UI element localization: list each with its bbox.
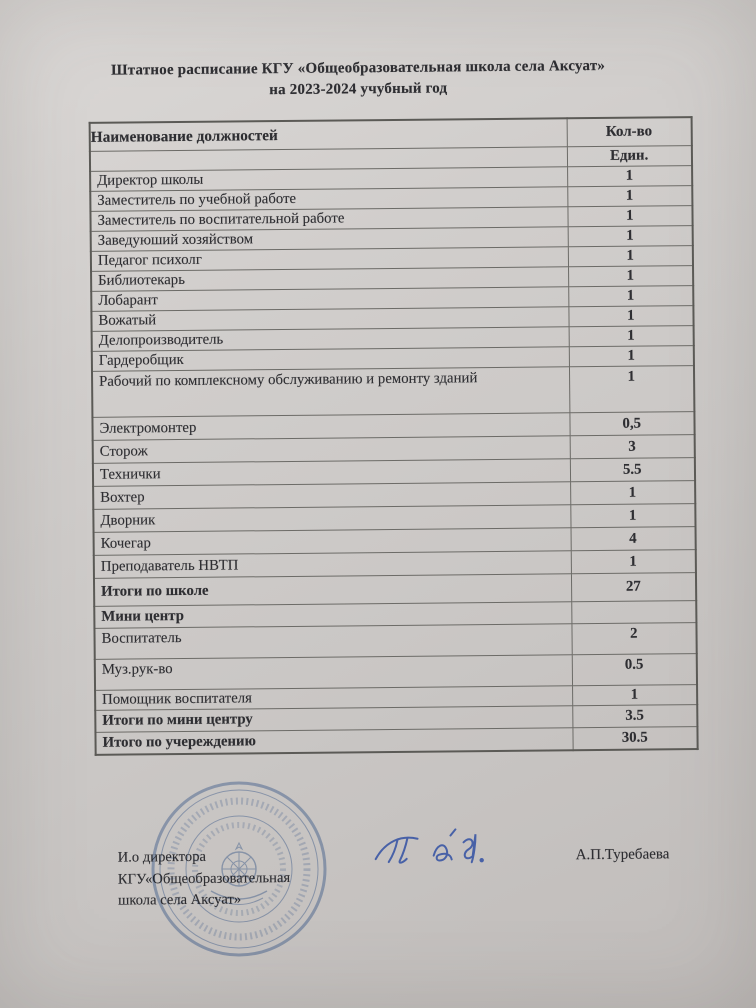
- position-qty-cell: 1: [568, 286, 693, 307]
- signature-icon: [371, 822, 502, 883]
- position-qty-cell: 1: [567, 206, 692, 227]
- document-title: [88, 56, 628, 103]
- position-name-cell: Итоги по школе: [94, 574, 571, 607]
- position-name-cell: Гардеробщик: [92, 347, 569, 372]
- position-qty-cell: 4: [571, 527, 696, 551]
- position-name-cell: Дворник: [93, 505, 570, 533]
- position-qty-cell: 1: [572, 685, 697, 706]
- position-qty-cell: 1: [568, 226, 693, 247]
- position-name-cell: Электромонтер: [92, 413, 569, 441]
- position-qty-cell: 3: [570, 435, 695, 459]
- position-qty-cell: 1: [571, 550, 696, 574]
- position-name-cell: Директор школы: [90, 167, 567, 192]
- position-name-cell: Технички: [93, 459, 570, 487]
- position-name-cell: Кочегар: [94, 528, 571, 556]
- signer-role-line2: КГУ«Общеобразовательная: [117, 869, 291, 888]
- position-qty-cell: 5.5: [570, 458, 695, 482]
- table-row: [95, 727, 697, 755]
- position-name-cell: Рабочий по комплексному обслуживанию и ремонту зданий: [92, 367, 569, 418]
- position-qty-cell: 30.5: [572, 727, 697, 751]
- position-name-cell: Преподаватель НВТП: [94, 551, 571, 579]
- position-qty-cell: 27: [571, 573, 696, 602]
- position-qty-cell: 0.5: [572, 654, 697, 686]
- position-qty-cell: 1: [569, 366, 694, 413]
- position-name-cell: Мини центр: [94, 602, 571, 629]
- position-name-cell: Вохтер: [93, 482, 570, 510]
- signer-name: А.П.Туребаева: [575, 846, 670, 864]
- position-qty-cell: 1: [570, 481, 695, 505]
- position-qty-cell: 1: [567, 186, 692, 207]
- position-qty-cell: 1: [568, 246, 693, 267]
- signer-role-line3: школа села Аксуат»: [117, 891, 242, 909]
- signer-role-line1: И.о директора: [117, 848, 207, 866]
- header-name-col: Наименование должностей: [90, 118, 567, 151]
- staffing-table: [89, 116, 699, 756]
- position-qty-cell: 1: [569, 326, 694, 347]
- position-name-cell: Заместитель по воспитательной работе: [90, 207, 567, 232]
- position-qty-cell: 2: [571, 623, 696, 655]
- position-name-cell: Сторож: [93, 436, 570, 464]
- position-qty-cell: 1: [568, 306, 693, 327]
- position-name-cell: Делопроизводитель: [92, 327, 569, 352]
- position-name-cell: Педагог психолг: [91, 247, 568, 272]
- position-qty-cell: 1: [570, 504, 695, 528]
- position-qty-cell: 3.5: [572, 705, 697, 728]
- position-name-cell: Заместитель по учебной работе: [90, 187, 567, 212]
- position-name-cell: Воспитатель: [94, 624, 571, 660]
- position-name-cell: Муз.рук-во: [95, 655, 572, 691]
- position-qty-cell: 0,5: [569, 412, 694, 436]
- position-name-cell: Библиотекарь: [91, 267, 568, 292]
- position-name-cell: Вожатый: [91, 307, 568, 332]
- document-title-line2: на 2023-2024 учубный год: [269, 80, 448, 99]
- round-stamp-icon: [149, 779, 329, 959]
- header-unit-cell: Един.: [567, 146, 692, 167]
- position-name-cell: Лобарант: [91, 287, 568, 312]
- header-qty-col: Кол-во: [567, 117, 692, 147]
- position-qty-cell: 1: [569, 346, 694, 367]
- position-name-cell: Помощник воспитателя: [95, 686, 572, 711]
- position-name-cell: Итого по учереждению: [95, 728, 572, 755]
- table-row: [92, 366, 694, 418]
- document-title-line1: Штатное расписание КГУ «Общеобразовательная школа села Аксуат»: [111, 57, 606, 79]
- position-qty-cell: 1: [567, 166, 692, 187]
- position-name-cell: Заведуюший хозяйством: [91, 227, 568, 252]
- position-qty-cell: 1: [568, 266, 693, 287]
- position-name-cell: Итоги по мини центру: [95, 706, 572, 733]
- position-qty-cell: [571, 601, 696, 624]
